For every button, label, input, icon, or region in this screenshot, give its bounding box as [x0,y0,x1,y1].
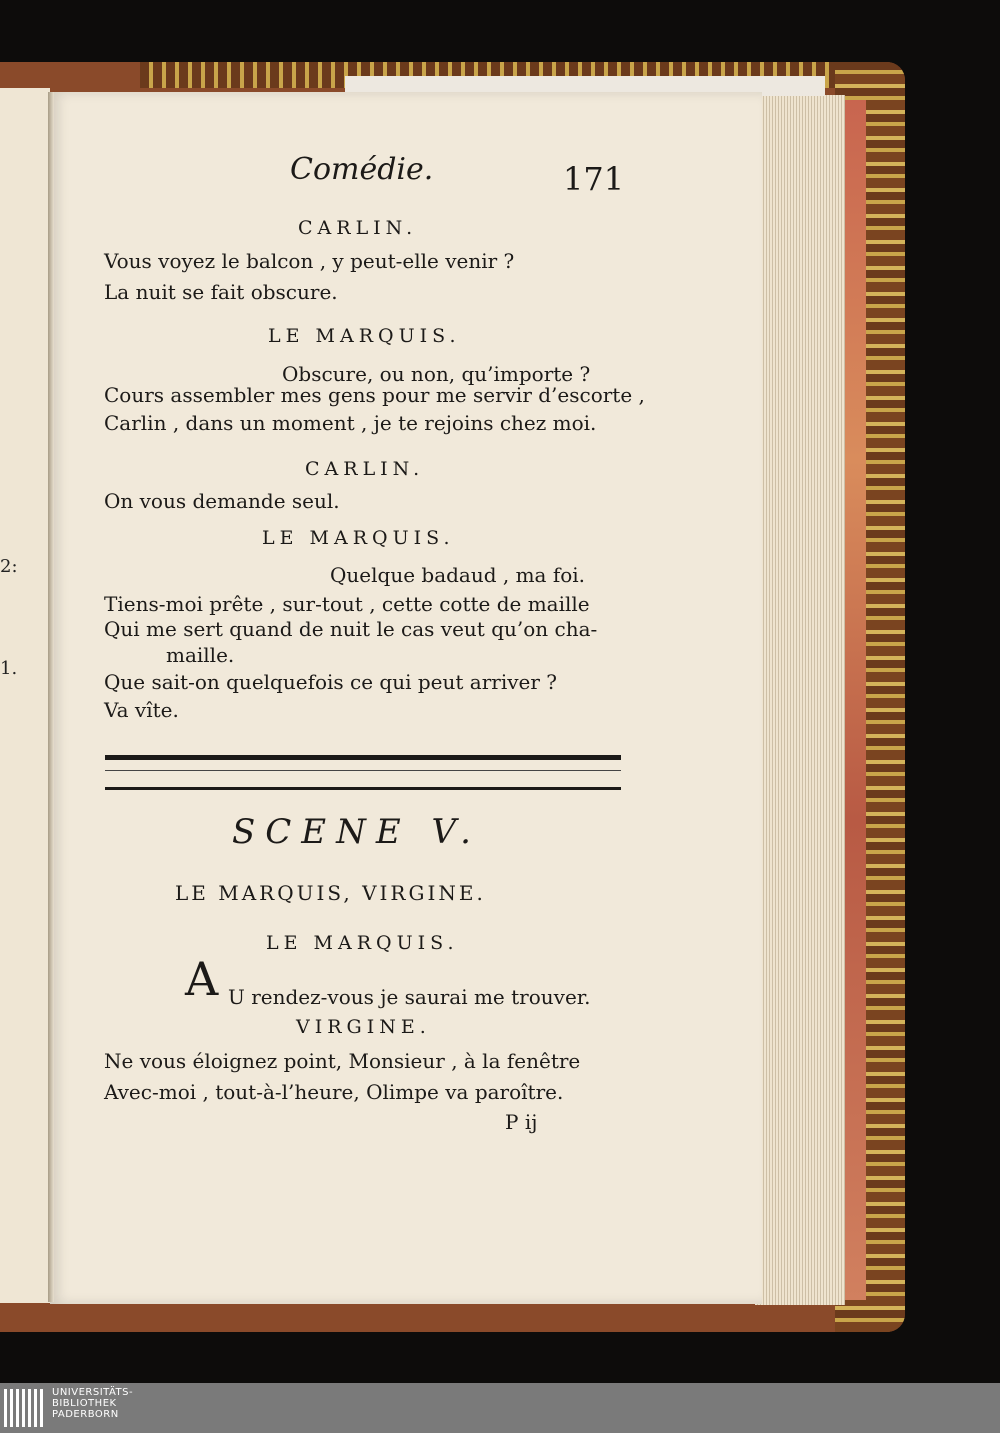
running-head: Comédie. [290,152,434,187]
scene-divider-thin [105,770,621,771]
footer-bar [0,1383,1000,1433]
page-block-edges [755,95,845,1305]
verse-line: Cours assembler mes gens pour me servir d’escorte , [104,383,645,407]
verse-line: maille. [166,643,235,667]
verse-line: Que sait-on quelquefois ce qui peut arriver ? [104,670,557,694]
page-number: 171 [563,160,625,198]
speaker-carlin: CARLIN. [298,217,418,239]
left-page [0,88,50,1303]
verse-line: Vous voyez le balcon , y peut-elle venir ? [104,249,515,273]
verse-line: Va vîte. [104,698,179,722]
scene-divider-thick [105,755,621,760]
scene-characters: LE MARQUIS, VIRGINE. [175,881,486,905]
speaker-le-marquis: LE MARQUIS. [266,932,459,954]
signature-mark: P ij [505,1110,538,1134]
speaker-le-marquis: LE MARQUIS. [262,527,455,549]
verse-line: Carlin , dans un moment , je te rejoins chez moi. [104,411,597,435]
speaker-carlin: CARLIN. [305,458,425,480]
library-logo-icon [4,1389,44,1427]
left-page-fragment: 1. [0,658,18,679]
drop-cap: A [185,952,219,1006]
page-gutter [48,92,54,1302]
verse-line: Tiens-moi prête , sur-tout , cette cotte de maille [104,592,590,616]
verse-line: Obscure, ou non, qu’importe ? [282,362,591,386]
left-page-fragment: 2: [0,556,18,577]
scene-title: SCENE V. [232,812,481,852]
verse-line: Avec-moi , tout-à-l’heure, Olimpe va paroître. [104,1080,564,1104]
verse-line: U rendez-vous je saurai me trouver. [228,985,591,1009]
verse-line: Qui me sert quand de nuit le cas veut qu’on cha- [104,617,598,641]
speaker-virgine: VIRGINE. [296,1016,431,1038]
scene-divider-bottom [105,787,621,790]
speaker-le-marquis: LE MARQUIS. [268,325,461,347]
verse-line: Quelque badaud , ma foi. [330,563,586,587]
verse-line: On vous demande seul. [104,489,340,513]
library-logo-text: UNIVERSITÄTS- BIBLIOTHEK PADERBORN [52,1387,134,1420]
verse-line: La nuit se fait obscure. [104,280,338,304]
verse-line: Ne vous éloignez point, Monsieur , à la fenêtre [104,1049,581,1073]
